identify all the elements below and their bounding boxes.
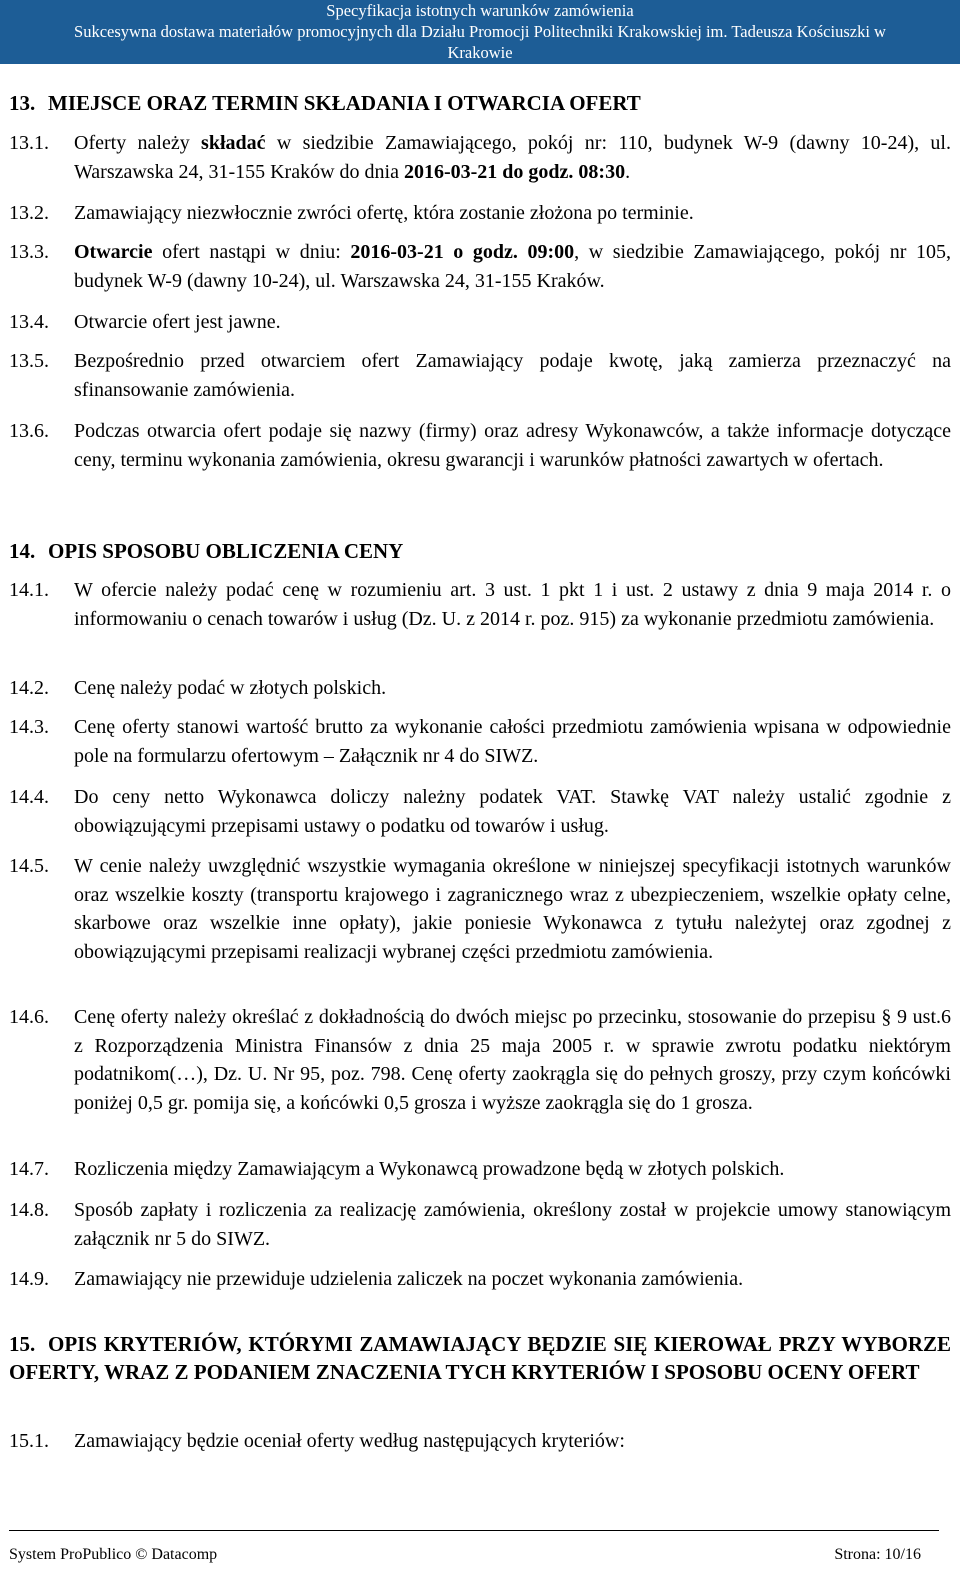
list-item-14-9: 14.9. Zamawiający nie przewiduje udzielenia zaliczek na poczet wykonania zamówienia. (9, 1268, 744, 1290)
list-item-15-1: 15.1. Zamawiający będzie oceniał oferty według następujących kryteriów: (9, 1430, 625, 1452)
document-header (0, 0, 960, 64)
list-item-13-3: 13.3. Otwarcie ofert nastąpi w dniu: 2016-03-21 o godz. 09:00, w siedzibie Zamawiającego, pokój nr 105, budynek W-9 (dawny 10-24), ul. Warszawska 24, 31-155 Kraków. (9, 241, 951, 292)
section-heading-15: 15. OPIS KRYTERIÓW, KTÓRYMI ZAMAWIAJĄCY BĘDZIE SIĘ KIEROWAŁ PRZY WYBORZE OFERTY, WRAZ Z PODANIEM ZNACZENIA TYCH KRYTERIÓW I SPOSOBU OCENY OFERT (9, 1332, 951, 1384)
list-item-13-6: 13.6. Podczas otwarcia ofert podaje się nazwy (firmy) oraz adresy Wykonawców, a także informacje dotyczące ceny, terminu wykonania zamówienia, okresu gwarancji i warunków płatności zawartych w ofertach. (9, 420, 951, 471)
list-item-14-7: 14.7. Rozliczenia między Zamawiającym a Wykonawcą prowadzone będą w złotych polskich. (9, 1158, 785, 1180)
list-item-14-8: 14.8. Sposób zapłaty i rozliczenia za realizację zamówienia, określony został w projekcie umowy stanowiącym załącznik nr 5 do SIWZ. (9, 1199, 951, 1250)
list-item-13-5: 13.5. Bezpośrednio przed otwarciem ofert Zamawiający podaje kwotę, jaką zamierza przeznaczyć na sfinansowanie zamówienia. (9, 350, 951, 401)
list-item-14-2: 14.2. Cenę należy podać w złotych polskich. (9, 677, 387, 699)
header-title: Specyfikacja istotnych warunków zamówienia (326, 1, 634, 20)
list-item-13-4: 13.4. Otwarcie ofert jest jawne. (9, 311, 281, 333)
list-item-14-3: 14.3. Cenę oferty stanowi wartość brutto za wykonanie całości przedmiotu zamówienia wpisana w odpowiednie pole na formularzu ofertowym – Załącznik nr 4 do SIWZ. (9, 716, 951, 767)
footer-divider (9, 1530, 939, 1531)
page-number: Strona: 10/16 (834, 1546, 921, 1563)
list-item-13-2: 13.2. Zamawiający niezwłocznie zwróci ofertę, która zostanie złożona po terminie. (9, 202, 694, 224)
list-item-14-6: 14.6. Cenę oferty należy określać z dokładnością do dwóch miejsc po przecinku, stosowanie do przepisu § 9 ust.6 z Rozporządzenia Ministra Finansów z dnia 25 maja 2005 r. w sprawie zwrotu podatku niektórym podatnikom(…), Dz. U. Nr 95, poz. 798. Cenę oferty zaokrągla się do pełnych groszy, przy czym końcówki poniżej 0,5 gr. pomija się, a końcówki 0,5 grosza i wyższe zaokrągla się do 1 grosza. (9, 1006, 951, 1114)
list-item-14-1: 14.1. W ofercie należy podać cenę w rozumieniu art. 3 ust. 1 pkt 1 i ust. 2 ustawy z dnia 9 maja 2014 r. o informowaniu o cenach towarów i usług (Dz. U. z 2014 r. poz. 915) za wykonanie przedmiotu zamówienia. (9, 579, 951, 630)
header-subtitle: Sukcesywna dostawa materiałów promocyjnych dla Działu Promocji Politechniki Krakowskiej im. Tadeusza Kościuszki w (74, 22, 886, 41)
list-item-14-5: 14.5. W cenie należy uwzględnić wszystkie wymagania określone w niniejszej specyfikacji istotnych warunków oraz wszelkie koszty (transportu krajowego i zagranicznego wraz z ubezpieczeniem, wszelkie opłaty celne, skarbowe oraz wszelkie inne opłaty), jakie poniesie Wykonawca z tytułu należytej oraz zgodnej z obowiązującymi przepisami realizacji wybranej części przedmiotu zamówienia. (9, 855, 951, 963)
list-item-14-4: 14.4. Do ceny netto Wykonawca doliczy należny podatek VAT. Stawkę VAT należy ustalić zgodnie z obowiązującymi przepisami ustawy o podatku od towarów i usług. (9, 786, 951, 837)
section-heading-14: 14. OPIS SPOSOBU OBLICZENIA CENY (9, 539, 404, 563)
section-heading-13: 13. MIEJSCE ORAZ TERMIN SKŁADANIA I OTWARCIA OFERT (9, 91, 641, 115)
list-item-13-1: 13.1. Oferty należy składać w siedzibie Zamawiającego, pokój nr: 110, budynek W-9 (dawny 10-24), ul. Warszawska 24, 31-155 Kraków do dnia 2016-03-21 do godz. 08:30. (9, 132, 951, 183)
footer-system-name: System ProPublico © Datacomp (9, 1546, 218, 1563)
header-subtitle-cont: Krakowie (447, 43, 513, 62)
